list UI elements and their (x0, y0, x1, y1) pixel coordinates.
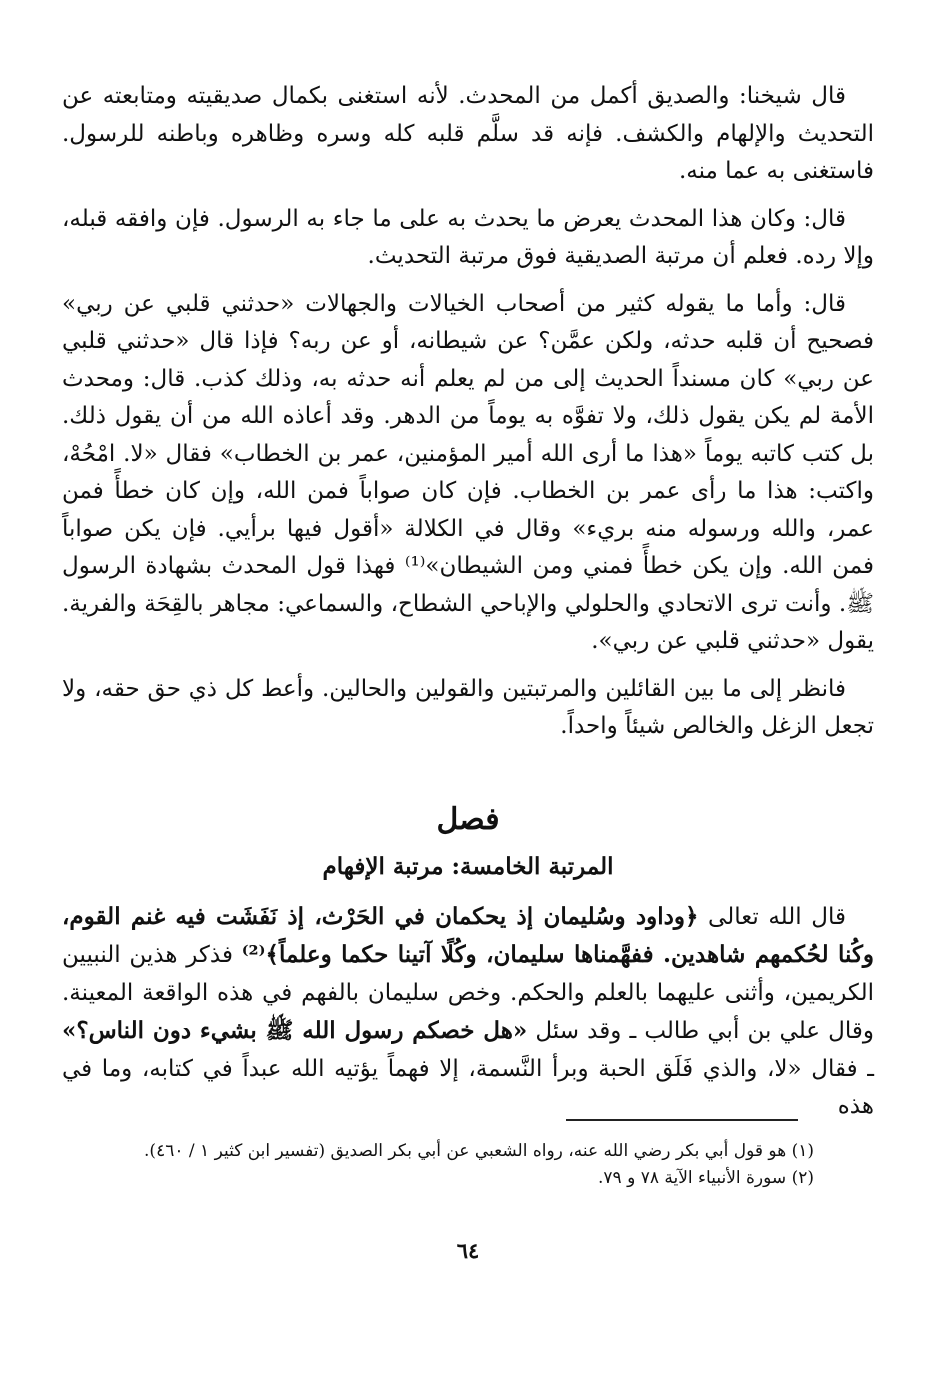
paragraph-5-body: فذكر هذين النبيين الكريمين، وأثنى عليهما بالعلم والحكم. وخص سليمان بالفهم في هذه الواقعة المعينة. وقال علي بن أبي طالب ـ وقد سئل (62, 942, 874, 1044)
paragraph-5-end: ـ فقال «لا، والذي فَلَق الحبة وبرأ النَّسمة، إلا فهماً يؤتيه الله عبداً في كتابه، وما في هذه (62, 1055, 874, 1119)
paragraph-5 (62, 898, 874, 1126)
footnote-1: (١) هو قول أبي بكر رضي الله عنه، رواه الشعبي عن أبي بكر الصديق (تفسير ابن كثير ١ / ٤٦٠). (144, 1141, 814, 1161)
paragraph-5-intro: قال الله تعالى (698, 903, 846, 930)
section-subheading: المرتبة الخامسة: مرتبة الإفهام (322, 852, 614, 880)
paragraph-4: فانظر إلى ما بين القائلين والمرتبتين والقولين والحالين. وأعط كل ذي حق حقه، ولا تجعل الزغل والخالص شيئاً واحداً. (62, 675, 874, 739)
footnote-divider (566, 1119, 798, 1121)
hadith-quote: «هل خصكم رسول الله ﷺ بشيء دون الناس؟» (62, 1017, 528, 1044)
paragraph-1: قال شيخنا: والصديق أكمل من المحدث. لأنه استغنى بكمال صديقيته ومتابعته عن التحديث والإلهام والكشف. فإنه قد سلَّم قلبه كله وسره وظاهره وباطنه للرسول. فاستغنى به عما منه. (62, 83, 874, 184)
quran-verse: ﴿وداود وسُليمان إذ يحكمان في الحَرْث، إذ نَفَشَت فيه غنم القوم، وكُنا لحُكمهم شاهدين. ففهَّمناها سليمان، وكُلًا آتينا حكما وعلماً﴾⁽²⁾ (62, 902, 875, 968)
footnotes (94, 1138, 814, 1192)
section-heading: فصل (436, 801, 500, 837)
page-body (62, 78, 874, 1136)
paragraph-2: قال: وكان هذا المحدث يعرض ما يحدث به على ما جاء به الرسول. فإن وافقه قبله، وإلا رده. فعلم أن مرتبة الصديقية فوق مرتبة التحديث. (62, 205, 874, 269)
footnote-2: (٢) سورة الأنبياء الآية ٧٨ و ٧٩. (598, 1168, 814, 1188)
paragraph-3: قال: وأما ما يقوله كثير من أصحاب الخيالات والجهالات «حدثني قلبي عن ربي» فصحيح أن قلبه حدثه، ولكن عمَّن؟ عن شيطانه، أو عن ربه؟ فإذا قال «حدثني قلبي عن ربي» كان مسنداً الحديث إلى من لم يعلم أنه حدثه به، وذلك كذب. قال: ومحدث الأمة لم يكن يقول ذلك، ولا تفوَّه به يوماً من الدهر. وقد أعاذه الله من أن يقول ذلك. بل كتب كاتبه يوماً «هذا ما أرى الله أمير المؤمنين، عمر بن الخطاب» فقال «لا. امْحُهْ، واكتب: هذا ما رأى عمر بن الخطاب. فإن كان صواباً فمن الله، وإن كان خطأً فمن عمر، والله ورسوله منه بريء» وقال في الكلالة «أقول فيها برأيي. فإن يكن صواباً فمن الله. وإن يكن خطأً فمني ومن الشيطان»⁽¹⁾ فهذا قول المحدث بشهادة الرسول ﷺ. وأنت ترى الاتحادي والحلولي والإباحي الشطاح، والسماعي: مجاهر بالقِحَة والفرية. يقول «حدثني قلبي عن ربي». (62, 290, 874, 654)
page-number: ٦٤ (456, 1238, 480, 1263)
